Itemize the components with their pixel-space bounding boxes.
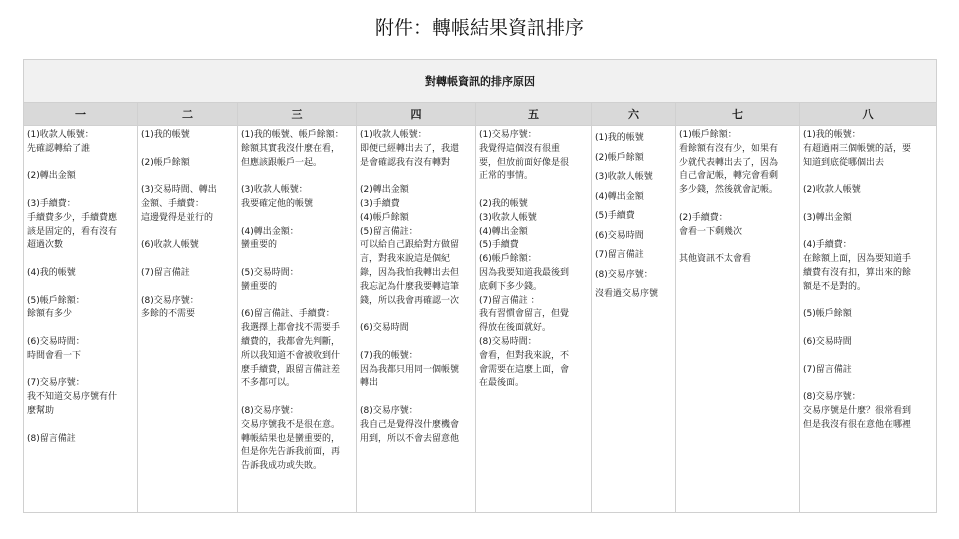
column-cell-6 — [592, 126, 676, 513]
column-cell-8 — [800, 126, 937, 513]
page-title: 附件：轉帳結果資訊排序 — [374, 17, 584, 39]
list-item: (6)收款人帳號 — [141, 240, 199, 251]
column-header-5: 五 — [476, 103, 592, 126]
list-item: (8)交易序號： 我自己是覺得沒什麼機會 用到，所以不會去留意他 — [360, 405, 460, 444]
list-item: (5)帳戶餘額： 餘額有多少 — [27, 295, 85, 320]
column-header-8: 八 — [800, 103, 937, 126]
table-row — [24, 126, 937, 513]
column-cell-3 — [238, 126, 357, 513]
column-header-7: 七 — [676, 103, 800, 126]
column-cell-1 — [24, 126, 138, 513]
list-item: (7)留言備註 — [141, 267, 190, 278]
list-item: (3)收款人帳號： 我要確定他的帳號 — [241, 185, 314, 209]
list-item: (2)我的帳號 (3)收款人帳號 (4)轉出金額 (5)手續費 (6)帳戶餘額： 因為我要知道我最後到 底剩下多少錢。 (7)留言備註 ： 我有習慣會留言，但覺 得放在後面就好。 (8)交易時間： 會看，但對我來說，不 會需要在這麼上面，會 在最後面。 — [479, 198, 570, 389]
column-header-row — [24, 103, 937, 126]
list-item: (1)收款人帳號： 先確認轉給了誰 — [27, 130, 94, 154]
column-header-3: 三 — [238, 103, 357, 126]
list-item: (8)留言備註 — [27, 433, 76, 444]
list-item: 其他資訊不太會看 — [679, 254, 752, 265]
list-item: (4)手續費： 在餘額上面，因為要知道手 續費有沒有扣，算出來的餘 額是不是對的。 — [803, 240, 912, 292]
list-item: (8)交易序號： 交易序號是什麼？很常看到 但是我沒有很在意他在哪裡 — [803, 392, 912, 430]
list-item: (3)轉出金額 — [803, 212, 852, 223]
list-item: (6)留言備註、手續費： 我選擇上都會找不需要手 續費的，我都會先判斷， 所以我知道不會被收到什 麼手續費，跟留言備註差 不多都可以。 — [241, 309, 341, 389]
list-item: (6)交易時間 — [803, 336, 852, 347]
list-item: (7)我的帳號： 因為我都只用同一個帳號 轉出 — [360, 350, 460, 389]
list-item: (8)交易序號： 多餘的不需要 — [141, 295, 199, 320]
list-item: (5)交易時間： 蠻重要的 — [241, 267, 299, 292]
ranking-table — [23, 59, 937, 513]
list-item: (1)收款人帳號： 即便已經轉出去了，我還 是會確認我有沒有轉對 — [360, 130, 460, 168]
list-item: (7)留言備註 — [803, 364, 852, 375]
list-item: (3)手續費： 手續費多少，手續費應 該是固定的，看有沒有 超過次數 — [27, 198, 118, 251]
column-header-2: 二 — [138, 103, 238, 126]
column-cell-7 — [676, 126, 800, 513]
list-item: (1)我的帳號 — [141, 130, 190, 140]
column-header-1: 一 — [24, 103, 138, 126]
column-cell-5 — [476, 126, 592, 513]
column-header-4: 四 — [357, 103, 476, 126]
list-item: (2)帳戶餘額 — [141, 157, 190, 168]
list-item: (1)我的帳號、帳戶餘額： 餘額其實我沒什麼在看， 但應該跟帳戶一起。 — [241, 130, 344, 168]
list-item: (6)交易時間： 時間會看一下 — [27, 336, 85, 361]
list-item: (1)我的帳號： 有超過兩三個帳號的話，要 知道到底從哪個出去 — [803, 130, 912, 168]
list-item: (6)交易時間 — [360, 323, 409, 334]
list-item: (2)手續費： 會看一下剩幾次 — [679, 212, 743, 237]
list-item: (4)轉出金額： 蠻重要的 — [241, 226, 299, 251]
list-item: (8)交易序號： 交易序號我不是很在意。 轉帳結果也是蠻重要的， 但是你先告訴我前面，再 告訴我成功或失敗。 — [241, 405, 341, 472]
list-item: (4)我的帳號 — [27, 267, 76, 278]
list-item: (1)我的帳號 (2)帳戶餘額 (3)收款人帳號 (4)轉出金額 (5)手續費 (6)交易時間 (7)留言備註 (8)交易序號： 沒看過交易序號 — [595, 133, 659, 299]
list-item: (7)交易序號： 我不知道交易序號有什 麼幫助 — [27, 378, 118, 416]
list-item: (1)帳戶餘額： 看餘額有沒有少，如果有 少就代表轉出去了，因為 自己會記帳，轉完會看剩 多少錢，然後就會記帳。 — [679, 130, 779, 196]
list-item: (5)帳戶餘額 — [803, 309, 852, 320]
column-cell-4 — [357, 126, 476, 513]
column-header-6: 六 — [592, 103, 676, 126]
column-cell-2 — [138, 126, 238, 513]
table-banner: 對轉帳資訊的排序原因 — [24, 60, 937, 103]
list-item: (2)轉出金額 (3)手續費 (4)帳戶餘額 (5)留言備註： 可以給自己跟給對方做留 言，對我來說這是個紀 錄，因為我怕我轉出去但 我忘記為什麼我要轉這筆 錢，所以我會再確認一次 — [360, 185, 460, 306]
list-item: (3)交易時間、轉出 金額、手續費： 這邊覺得是並行的 — [141, 185, 217, 223]
list-item: (1)交易序號： 我覺得這個沒有很重 要，但放前面好像是很 正常的事情。 — [479, 130, 570, 182]
list-item: (2)轉出金額 — [27, 171, 76, 182]
list-item: (2)收款人帳號 — [803, 185, 861, 196]
